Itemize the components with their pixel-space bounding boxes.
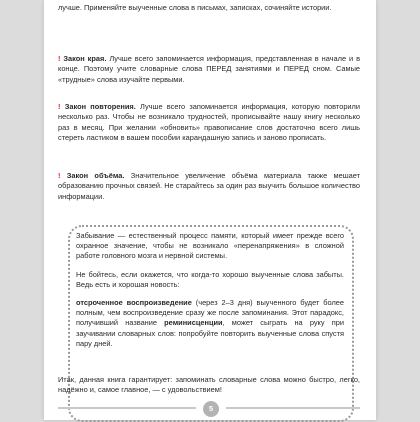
exclamation-mark: ! bbox=[58, 171, 61, 180]
law-volume-paragraph bbox=[58, 171, 360, 202]
law-edge-paragraph bbox=[58, 54, 360, 85]
law-title: Закон объёма. bbox=[66, 171, 125, 180]
closing-paragraph: Итак, данная книга гарантирует: запоминать словарные слова можно быстро, легко, надёжно и, самое главное, — с удовольствием! bbox=[58, 375, 360, 395]
box-paragraph: Забывание — естественный процесс памяти, который имеет прежде всего охранное значение, чтобы не возникало «перенапряжения» в сложной работе головного мозга и нервной системы. bbox=[76, 231, 344, 261]
law-body: Лучше всего запоминается информация, представленная в начале и в конце. Поэтому учите словарные слова ПЕРЕД занятиями и ПЕРЕД сном. Самые «трудные» слова изучайте первыми. bbox=[58, 54, 360, 84]
intro-paragraph bbox=[58, 3, 360, 13]
term-delayed-recall: отсроченное воспроизведение bbox=[76, 298, 192, 308]
page-number: 5 bbox=[203, 401, 219, 417]
footer-divider bbox=[226, 407, 360, 409]
info-box bbox=[76, 231, 344, 357]
law-title: Закон края. bbox=[63, 54, 107, 63]
box-text: (через 2–3 дня) выученного будет более полным, чем воспроизведение сразу же после запоминания. Этот парадокс, получивший название bbox=[76, 298, 344, 328]
book-page bbox=[44, 0, 376, 420]
law-title: Закон повторения. bbox=[64, 102, 136, 111]
law-body: Значительное увеличение объёма материала также мешает образованию прочных связей. Не старайтесь за один раз выучить большое количество информации. bbox=[58, 171, 360, 201]
term-reminiscence: реминисценции bbox=[164, 318, 223, 328]
law-body: Лучше всего запоминается информация, которую повторили несколько раз. Чтобы не возникало трудностей, прописывайте нашу книгу несколько раз в месяц. При желании «обновить» правописание слов достаточно всего лишь стереть ластиком в вашем пособии карандашную запись и заново прописать. bbox=[58, 102, 361, 142]
footer-divider bbox=[58, 407, 196, 409]
exclamation-mark: ! bbox=[58, 102, 61, 111]
law-repetition-paragraph bbox=[58, 102, 360, 143]
box-paragraph bbox=[76, 298, 344, 349]
exclamation-mark: ! bbox=[58, 54, 61, 63]
intro-text: лучше. Применяйте выученные слова в письмах, записках, сочиняйте истории. bbox=[58, 3, 332, 12]
box-text: , может сыграть на руку при заучивании словарных слов: попробуйте повторить выученные слова спустя пару дней. bbox=[76, 318, 344, 348]
box-paragraph: Не бойтесь, если окажется, что когда-то хорошо выученные слова забыты. Ведь есть и хорошая новость: bbox=[76, 269, 344, 289]
